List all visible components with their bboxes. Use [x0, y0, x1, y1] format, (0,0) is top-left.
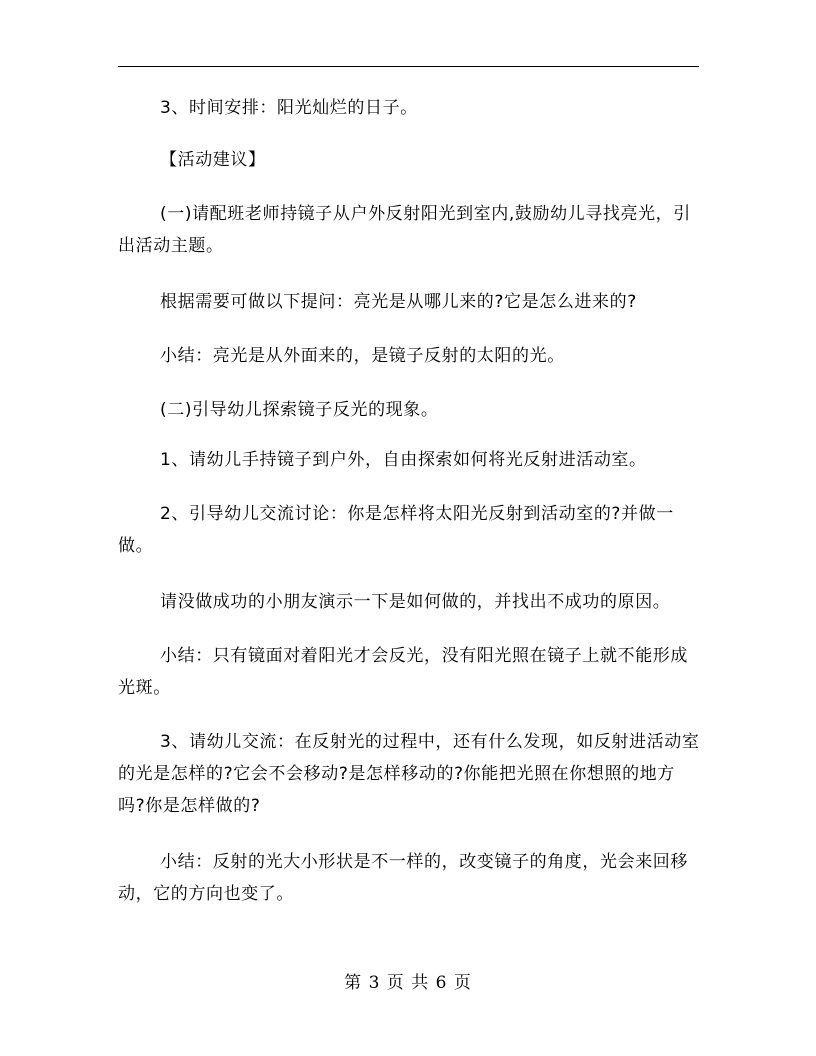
paragraph-step-one: (一)请配班老师持镜子从户外反射阳光到室内,鼓励幼儿寻找亮光，引出活动主题。: [118, 204, 691, 256]
paragraph-summary-one: 小结：亮光是从外面来的，是镜子反射的太阳的光。: [160, 346, 565, 366]
paragraph-item-two: 2、引导幼儿交流讨论：你是怎样将太阳光反射到活动室的?并做一做。: [118, 504, 674, 556]
paragraph-item-one: 1、请幼儿手持镜子到户外，自由探索如何将光反射进活动室。: [160, 450, 647, 470]
paragraph-item-three: 3、请幼儿交流：在反射光的过程中，还有什么发现，如反射进活动室的光是怎样的?它会不会移动?是怎样移动的?你能把光照在你想照的地方吗?你是怎样做的?: [118, 732, 700, 816]
header-rule: [118, 66, 699, 67]
paragraph-step-two: (二)引导幼儿探索镜子反光的现象。: [160, 400, 439, 420]
section-heading-activity-suggestions: 【活动建议】: [160, 150, 266, 170]
paragraph-time-arrangement: 3、时间安排：阳光灿烂的日子。: [160, 98, 418, 118]
paragraph-summary-two: 小结：只有镜面对着阳光才会反光，没有阳光照在镜子上就不能形成光斑。: [118, 646, 688, 698]
paragraph-summary-three: 小结：反射的光大小形状是不一样的，改变镜子的角度，光会来回移动，它的方向也变了。: [118, 852, 688, 904]
paragraph-demonstration: 请没做成功的小朋友演示一下是如何做的，并找出不成功的原因。: [160, 592, 671, 612]
page-number-footer: 第 3 页 共 6 页: [344, 973, 472, 993]
paragraph-questions: 根据需要可做以下提问：亮光是从哪儿来的?它是怎么进来的?: [160, 292, 637, 312]
